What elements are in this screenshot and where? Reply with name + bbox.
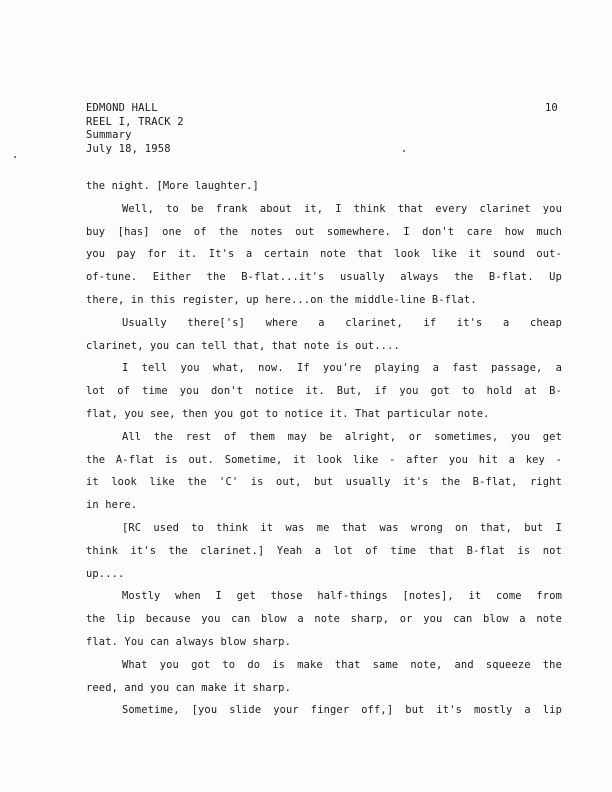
text-line: up.... xyxy=(86,567,125,580)
text-line: of-tune. Either the B-flat...it's usually always the B-flat. Up xyxy=(86,271,562,284)
scan-speck xyxy=(403,150,405,152)
text-line: in here. xyxy=(86,499,138,512)
text-line: flat. You can always blow sharp. xyxy=(86,635,291,648)
text-line: Well, to be frank about it, I think that every clarinet you xyxy=(122,202,562,215)
text-line: flat, you see, then you got to notice it. That particular note. xyxy=(86,407,490,420)
scan-speck xyxy=(14,156,16,158)
text-line: it look like the 'C' is out, but usually it's the B-flat, right xyxy=(86,476,562,489)
text-line: Usually there['s] where a clarinet, if it's a cheap xyxy=(122,316,562,329)
text-line: lot of time you don't notice it. But, if you got to hold at B- xyxy=(86,385,562,398)
page-number: 10 xyxy=(545,102,558,114)
text-line: the night. [More laughter.] xyxy=(86,180,259,192)
text-line: I tell you what, now. If you're playing a fast passage, a xyxy=(122,362,562,375)
text-line: All the rest of them may be alright, or sometimes, you get xyxy=(122,430,562,443)
text-line: the lip because you can blow a note sharp, or you can blow a note xyxy=(86,613,562,626)
text-line: buy [has] one of the notes out somewhere. I don't care how much xyxy=(86,225,562,238)
text-line: What you got to do is make that same note, and squeeze the xyxy=(122,658,562,671)
transcript-body xyxy=(86,175,562,722)
text-line: [RC used to think it was me that was wrong on that, but I xyxy=(122,521,562,534)
text-line: there, in this register, up here...on the middle-line B-flat. xyxy=(86,293,477,306)
text-line: reed, and you can make it sharp. xyxy=(86,681,291,694)
text-line: think it's the clarinet.] Yeah a lot of time that B-flat is not xyxy=(86,544,562,557)
text-line: Mostly when I get those half-things [notes], it come from xyxy=(122,590,562,603)
header-reel: REEL I, TRACK 2 xyxy=(86,115,184,128)
text-line: clarinet, you can tell that, that note is out.... xyxy=(86,339,400,352)
header-type: Summary xyxy=(86,129,132,141)
document-header xyxy=(86,102,184,156)
header-name: EDMOND HALL xyxy=(86,102,158,114)
text-line: Sometime, [you slide your finger off,] but it's mostly a lip xyxy=(122,704,562,717)
header-date: July 18, 1958 xyxy=(86,142,171,155)
text-line: the A-flat is out. Sometime, it look like - after you hit a key - xyxy=(86,453,562,466)
text-line: you pay for it. It's a certain note that look like it sound out- xyxy=(86,248,562,261)
